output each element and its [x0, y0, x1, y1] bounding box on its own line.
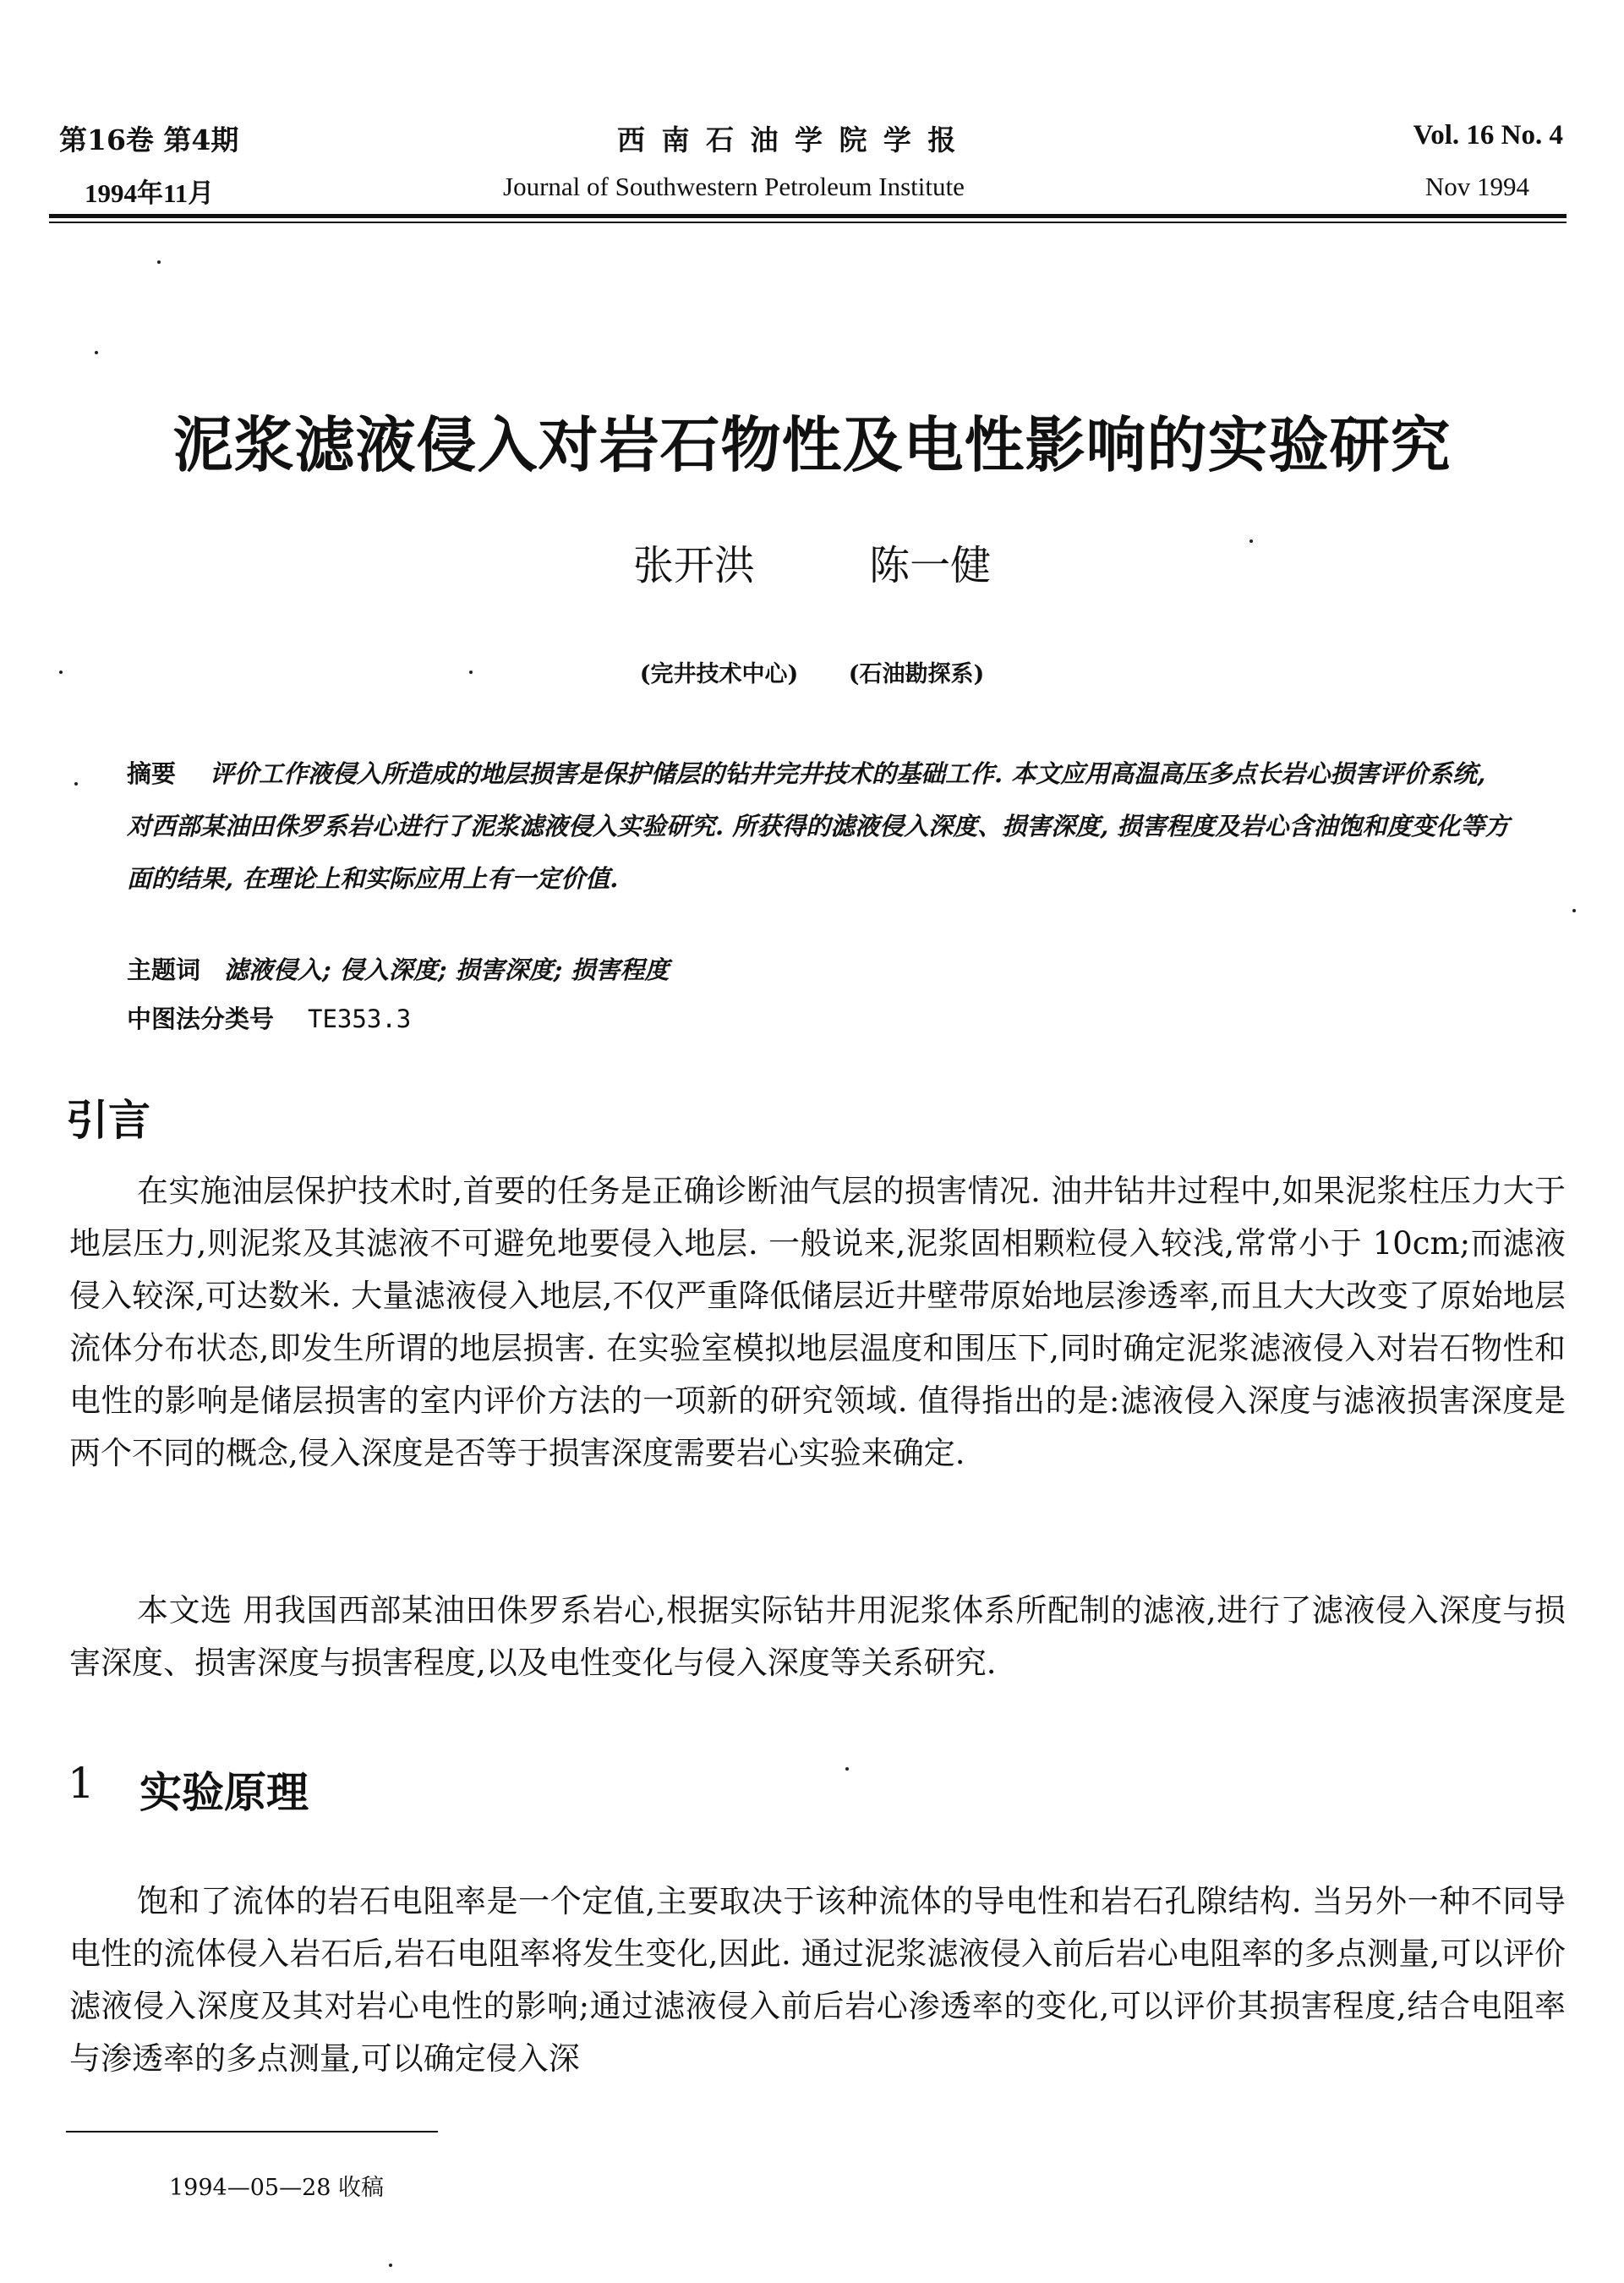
header-rule-thick [49, 214, 1567, 218]
scan-speck [1572, 909, 1576, 912]
volume-issue: 第16卷 第4期 [59, 123, 239, 156]
author-name: 陈一健 [869, 542, 992, 589]
footnote-rule [66, 2131, 438, 2132]
classification-label: 中图法分类号 [127, 1005, 275, 1033]
keywords [127, 951, 669, 986]
affiliation: (石油勘探系) [848, 661, 985, 687]
affiliation: (完井技术中心) [639, 661, 799, 687]
scan-speck [59, 671, 63, 674]
scan-speck [95, 351, 98, 354]
author-name: 张开洪 [632, 542, 755, 589]
volume-issue-en: Vol. 16 No. 4 [1413, 120, 1563, 151]
abstract [127, 747, 1513, 905]
classification-code: TE353.3 [308, 1005, 412, 1033]
scan-speck [469, 671, 473, 674]
scan-speck [157, 260, 161, 264]
journal-title-en: Journal of Southwestern Petroleum Institute [503, 172, 965, 201]
received-date: 1994—05—28 收稿 [169, 2175, 385, 2201]
keywords-label: 主题词 [127, 955, 201, 984]
article-title: 泥浆滤液侵入对岩石物性及电性影响的实验研究 [172, 409, 1452, 480]
scan-speck [74, 782, 78, 786]
scan-speck [845, 1767, 849, 1771]
intro-paragraph-2: 本文选 用我国西部某油田侏罗系岩心,根据实际钻井用泥浆体系所配制的滤液,进行了滤液侵入深度与损害深度、损害深度与损害程度,以及电性变化与侵入深度等关系研究. [69, 1592, 1566, 1681]
classification [127, 1000, 411, 1035]
abstract-label: 摘要 [127, 759, 177, 788]
scan-speck [1249, 539, 1253, 543]
section-1-number: 1 [68, 1759, 95, 1808]
keywords-text: 滤液侵入; 侵入深度; 损害深度; 损害程度 [224, 955, 670, 984]
intro-paragraph-1: 在实施油层保护技术时,首要的任务是正确诊断油气层的损害情况. 油井钻井过程中,如果泥浆柱压力大于地层压力,则泥浆及其滤液不可避免地要侵入地层. 一般说来,泥浆固相颗粒侵入较浅,常常小于 10cm;而滤液侵入较深,可达数米. 大量滤液侵入地层,不仅严重降低储层近井壁带原始地层渗透率,而且大大改变了原始地层流体分布状态,即发生所谓的地层损害. 在实验室模拟地层温度和围压下,同时确定泥浆滤液侵入对岩石物性和电性的影响是储层损害的室内评价方法的一项新的研究领域. 值得指出的是:滤液侵入深度与滤液损害深度是两个不同的概念,侵入深度是否等于损害深度需要岩心实验来确定. [69, 1173, 1566, 1471]
date-en: Nov 1994 [1424, 172, 1529, 201]
section-1-paragraph-1: 饱和了流体的岩石电阻率是一个定值,主要取决于该种流体的导电性和岩石孔隙结构. 当另外一种不同导电性的流体侵入岩石后,岩石电阻率将发生变化,因此. 通过泥浆滤液侵入前后岩心电阻率的多点测量,可以评价滤液侵入深度及其对岩心电性的影响;通过滤液侵入前后岩心渗透率的变化,可以评价其损害程度,结合电阻率与渗透率的多点测量,可以确定侵入深 [69, 1883, 1566, 2077]
affiliation-list [0, 655, 1624, 688]
section-1-heading: 实验原理 [139, 1767, 309, 1817]
abstract-text: 评价工作液侵入所造成的地层损害是保护储层的钻井完井技术的基础工作. 本文应用高温高压多点长岩心损害评价系统, 对西部某油田侏罗系岩心进行了泥浆滤液侵入实验研究. 所获得的滤液侵入深度、损害深度, 损害程度及岩心含油饱和度变化等方面的结果, 在理论上和实际应用上有一定价值. [127, 759, 1510, 893]
journal-title-cn: 西 南 石 油 学 院 学 报 [617, 123, 960, 156]
header-rule-thin [49, 222, 1567, 223]
intro-heading: 引言 [66, 1095, 150, 1145]
date-cn: 1994年11月 [85, 178, 215, 208]
scan-speck [389, 2264, 392, 2267]
author-list [0, 533, 1624, 591]
